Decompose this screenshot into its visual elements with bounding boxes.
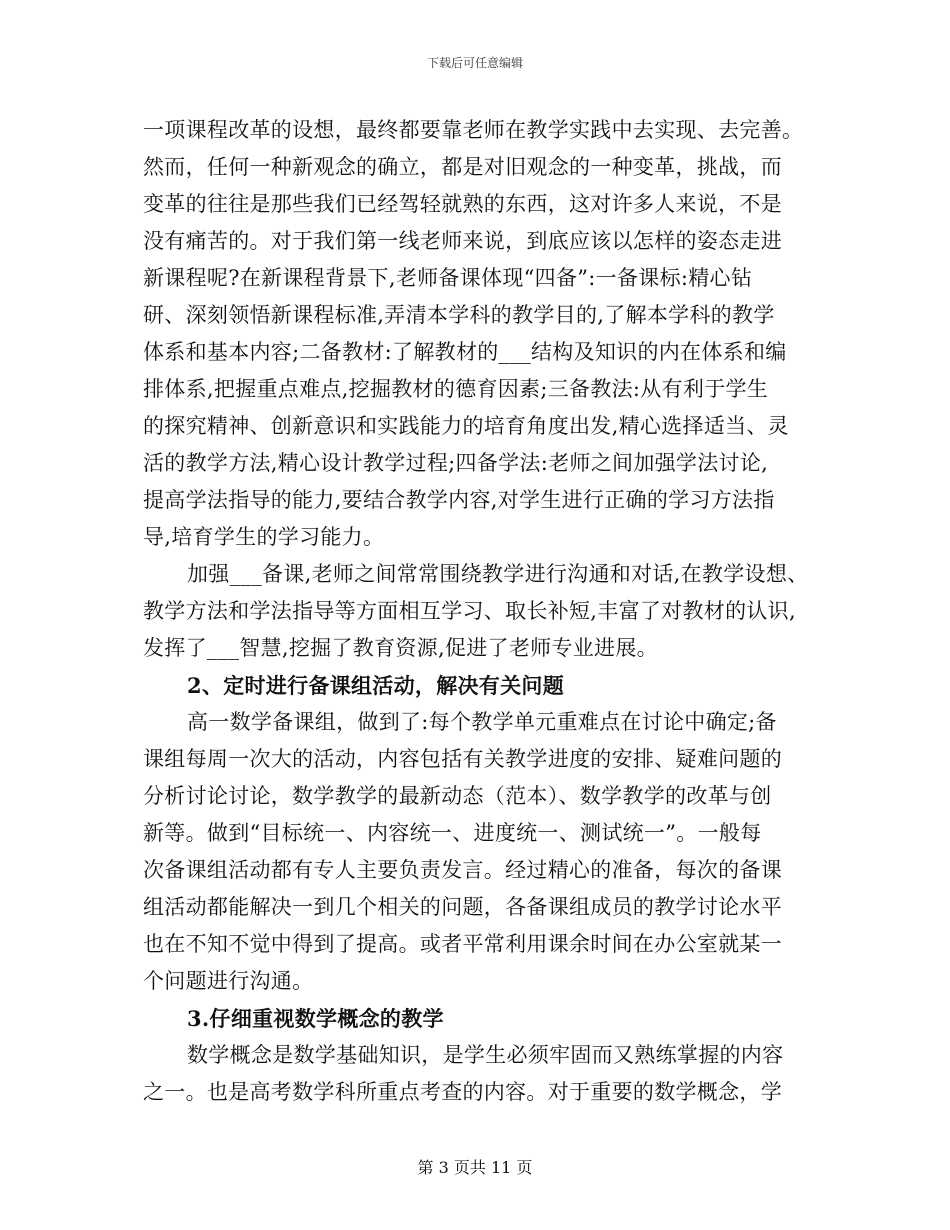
- body-line: 提高学法指导的能力,要结合教学内容,对学生进行正确的学习方法指: [143, 488, 775, 512]
- body-line: 课组每周一次大的活动，内容包括有关教学进度的安排、疑难问题的: [143, 747, 782, 771]
- body-line: 组活动都能解决一到几个相关的问题，各备课组成员的教学讨论水平: [143, 895, 782, 919]
- body-line: 也在不知不觉中得到了提高。或者平常利用课余时间在办公室就某一: [143, 932, 782, 956]
- paragraph-first-line: 加强___备课,老师之间常常围绕教学进行沟通和对话,在教学设想、: [187, 562, 809, 586]
- body-line: 的探究精神、创新意识和实践能力的培育角度出发,精心选择适当、灵: [143, 414, 789, 438]
- body-line: 排体系,把握重点难点,挖掘教材的德育因素;三备教法:从有利于学生: [143, 377, 769, 401]
- body-line: 之一。也是高考数学科所重点考查的内容。对于重要的数学概念，学: [143, 1080, 782, 1104]
- body-line: 个问题进行沟通。: [143, 969, 314, 993]
- body-line: 活的教学方法,精心设计教学过程;四备学法:老师之间加强学法讨论,: [143, 451, 769, 475]
- body-line: 分析讨论讨论，数学教学的最新动态（范本）、数学教学的改革与创: [143, 784, 772, 808]
- page-footer: 第 3 页共 11 页: [417, 1158, 533, 1177]
- body-line: 教学方法和学法指导等方面相互学习、取长补短,丰富了对教材的认识,: [143, 599, 796, 623]
- body-line: 次备课组活动都有专人主要负责发言。经过精心的准备，每次的备课: [143, 858, 782, 882]
- body-line: 然而，任何一种新观念的确立，都是对旧观念的一种变革，挑战，而: [143, 155, 782, 179]
- body-line: 一项课程改革的设想，最终都要靠老师在教学实践中去实现、去完善。: [143, 118, 804, 142]
- body-line: 没有痛苦的。对于我们第一线老师来说，到底应该以怎样的姿态走进: [143, 229, 782, 253]
- section-heading: 3.仔细重视数学概念的教学: [187, 1006, 444, 1031]
- page-header: 下载后可任意编辑: [426, 56, 523, 70]
- body-line: 研、深刻领悟新课程标准,弄清本学科的教学目的,了解本学科的教学: [143, 303, 775, 327]
- body-line: 导,培育学生的学习能力。: [143, 525, 385, 549]
- body-line: 发挥了___智慧,挖掘了教育资源,促进了老师专业进展。: [143, 636, 658, 660]
- document-body: [143, 112, 813, 1111]
- paragraph-first-line: 高一数学备课组，做到了:每个教学单元重难点在讨论中确定;备: [187, 710, 777, 734]
- paragraph-first-line: 数学概念是数学基础知识，是学生必须牢固而又熟练掌握的内容: [187, 1043, 784, 1067]
- body-line: 新等。做到“目标统一、内容统一、进度统一、测试统一”。一般每: [143, 821, 762, 845]
- body-line: 新课程呢?在新课程背景下,老师备课体现“四备”:一备课标:精心钻: [143, 266, 753, 290]
- body-line: 体系和基本内容;二备教材:了解教材的___结构及知识的内在体系和编: [143, 340, 787, 364]
- body-line: 变革的往往是那些我们已经驾轻就熟的东西，这对许多人来说，不是: [143, 192, 782, 216]
- section-heading: 2、定时进行备课组活动，解决有关问题: [187, 673, 565, 698]
